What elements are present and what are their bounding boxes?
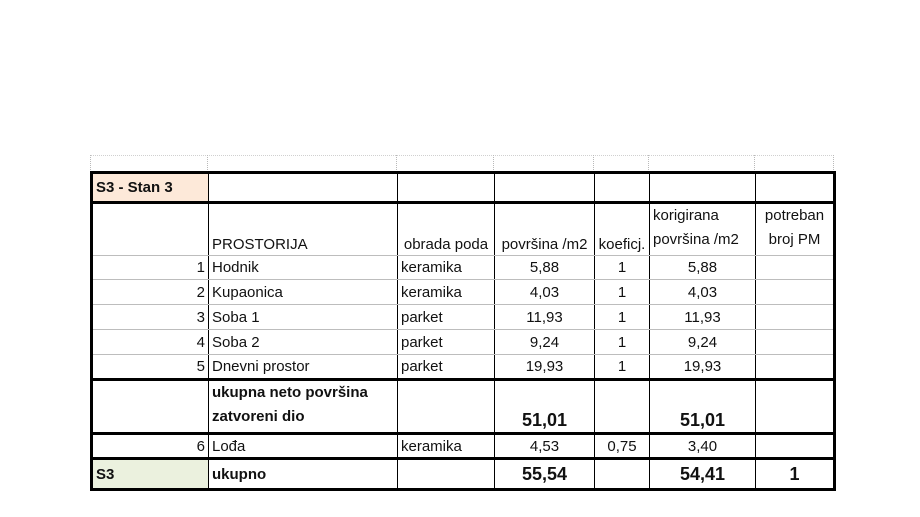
area-value: 19,93: [495, 355, 595, 380]
total-label: ukupno: [209, 459, 398, 490]
corrected-area-value: 5,88: [650, 256, 756, 280]
header-pm-line1: potreban: [764, 207, 825, 224]
cell-empty: [650, 173, 756, 203]
total-row: [92, 459, 835, 490]
cell-empty: [209, 173, 398, 203]
header-koeficijent: koeficj.: [595, 203, 650, 256]
header-obrada-poda: obrada poda: [398, 203, 495, 256]
grid-line: [754, 155, 755, 172]
room-name: Hodnik: [209, 256, 398, 280]
grid-line: [493, 155, 494, 172]
total-area: 55,54: [495, 459, 595, 490]
cell-empty: [92, 380, 209, 434]
cell-empty: [92, 203, 209, 256]
grid-line: [207, 155, 208, 172]
header-prostorija: PROSTORIJA: [209, 203, 398, 256]
corrected-area-value: 11,93: [650, 305, 756, 330]
table-row: [92, 434, 835, 459]
subtotal-label-line1: ukupna neto površina: [212, 384, 368, 401]
subtotal-label: [209, 380, 398, 434]
coefficient-value: 1: [595, 330, 650, 355]
subtotal-corrected-area: 51,01: [650, 380, 756, 434]
header-korigirana-line2: površina /m2: [653, 231, 739, 248]
floor-finish: parket: [398, 305, 495, 330]
cell-empty: [756, 434, 835, 459]
cell-empty: [398, 380, 495, 434]
cell-empty: [398, 459, 495, 490]
header-korigirana-povrsina: [650, 203, 756, 256]
cell-empty: [756, 173, 835, 203]
title-row: [92, 173, 835, 203]
grid-line: [90, 155, 834, 156]
row-number: 1: [92, 256, 209, 280]
cell-empty: [398, 173, 495, 203]
table-row: [92, 256, 835, 280]
subtotal-row: [92, 380, 835, 434]
row-number: 4: [92, 330, 209, 355]
corrected-area-value: 19,93: [650, 355, 756, 380]
room-name: Soba 1: [209, 305, 398, 330]
total-corrected-area: 54,41: [650, 459, 756, 490]
area-value: 9,24: [495, 330, 595, 355]
corrected-area-value: 4,03: [650, 280, 756, 305]
apartment-area-table: [90, 171, 836, 491]
grid-line: [90, 155, 91, 172]
cell-empty: [756, 280, 835, 305]
header-korigirana-line1: korigirana: [653, 207, 719, 224]
room-name: Dnevni prostor: [209, 355, 398, 380]
coefficient-value: 0,75: [595, 434, 650, 459]
coefficient-value: 1: [595, 355, 650, 380]
table-row: [92, 280, 835, 305]
floor-finish: parket: [398, 330, 495, 355]
corrected-area-value: 9,24: [650, 330, 756, 355]
row-number: 2: [92, 280, 209, 305]
header-row: [92, 203, 835, 256]
grid-line: [833, 155, 834, 172]
floor-finish: keramika: [398, 434, 495, 459]
floor-finish: keramika: [398, 280, 495, 305]
grid-line: [396, 155, 397, 172]
table-title: S3 - Stan 3: [92, 173, 209, 203]
cell-empty: [756, 305, 835, 330]
header-pm-line2: broj PM: [768, 231, 821, 248]
room-name: Soba 2: [209, 330, 398, 355]
area-value: 11,93: [495, 305, 595, 330]
cell-empty: [756, 256, 835, 280]
floor-finish: keramika: [398, 256, 495, 280]
table-row: [92, 305, 835, 330]
room-name: Kupaonica: [209, 280, 398, 305]
cell-empty: [756, 355, 835, 380]
header-povrsina: površina /m2: [495, 203, 595, 256]
coefficient-value: 1: [595, 280, 650, 305]
corrected-area-value: 3,40: [650, 434, 756, 459]
grid-line: [593, 155, 594, 172]
coefficient-value: 1: [595, 256, 650, 280]
room-name: Lođa: [209, 434, 398, 459]
table-row: [92, 330, 835, 355]
area-value: 5,88: [495, 256, 595, 280]
total-code: S3: [92, 459, 209, 490]
row-number: 5: [92, 355, 209, 380]
cell-empty: [756, 330, 835, 355]
cell-empty: [495, 173, 595, 203]
area-value: 4,53: [495, 434, 595, 459]
row-number: 6: [92, 434, 209, 459]
cell-empty: [595, 380, 650, 434]
grid-line: [648, 155, 649, 172]
floor-finish: parket: [398, 355, 495, 380]
cell-empty: [595, 459, 650, 490]
subtotal-area: 51,01: [495, 380, 595, 434]
total-parking-count: 1: [756, 459, 835, 490]
area-value: 4,03: [495, 280, 595, 305]
cell-empty: [595, 173, 650, 203]
coefficient-value: 1: [595, 305, 650, 330]
cell-empty: [756, 380, 835, 434]
row-number: 3: [92, 305, 209, 330]
table-row: [92, 355, 835, 380]
header-potreban-broj-pm: [756, 203, 835, 256]
subtotal-label-line2: zatvoreni dio: [212, 408, 305, 425]
